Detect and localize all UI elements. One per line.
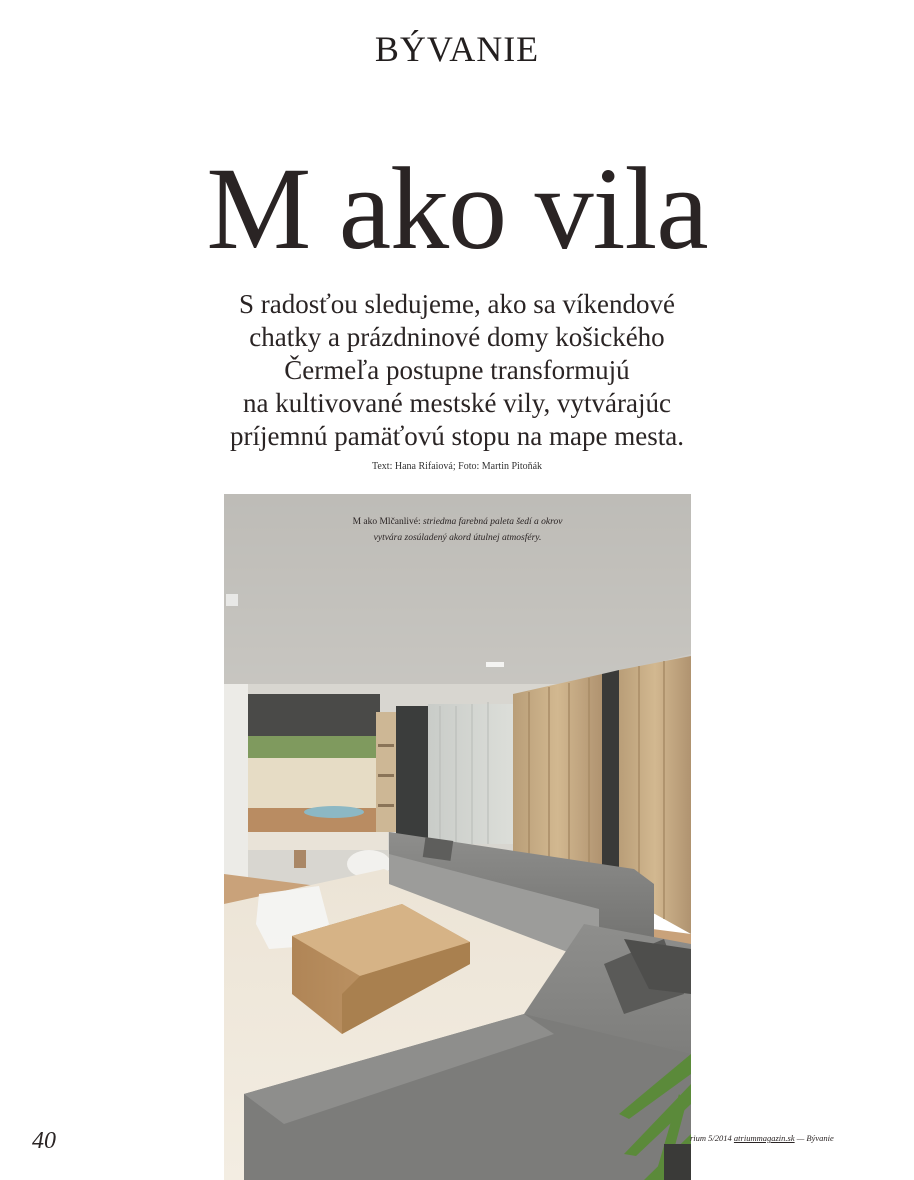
interior-photo bbox=[224, 494, 691, 1180]
lead-line: chatky a prázdninové domy košického bbox=[249, 322, 665, 352]
lead-line: príjemnú pamäťovú stopu na mape mesta. bbox=[230, 421, 684, 451]
section-label: BÝVANIE bbox=[374, 29, 540, 69]
lead-line: S radosťou sledujeme, ako sa víkendové bbox=[239, 289, 675, 319]
page-number: 40 bbox=[32, 1128, 56, 1154]
footer-text bbox=[690, 1133, 914, 1143]
caption-lead: M ako Mlčanlivé: bbox=[352, 517, 421, 527]
lead-line: Čermeľa postupne transformujú bbox=[284, 355, 630, 385]
caption-body: striedma farebná paleta šedí a okrov vytvára zosúladený akord útulnej atmosféry. bbox=[373, 517, 563, 543]
article-credits: Text: Hana Rifaiová; Foto: Martin Pitoňák bbox=[371, 461, 543, 472]
article-lead bbox=[157, 288, 757, 453]
photo-caption bbox=[350, 514, 565, 546]
footer-separator: — bbox=[796, 1133, 805, 1143]
footer-magazine: rium 5/2014 bbox=[690, 1133, 732, 1143]
footer-url-link[interactable]: atriummagazin.sk bbox=[733, 1133, 795, 1143]
article-title: M ako vila bbox=[206, 143, 708, 274]
footer-section: Bývanie bbox=[806, 1133, 834, 1143]
lead-line: na kultivované mestské vily, vytvárajúc bbox=[243, 388, 671, 418]
